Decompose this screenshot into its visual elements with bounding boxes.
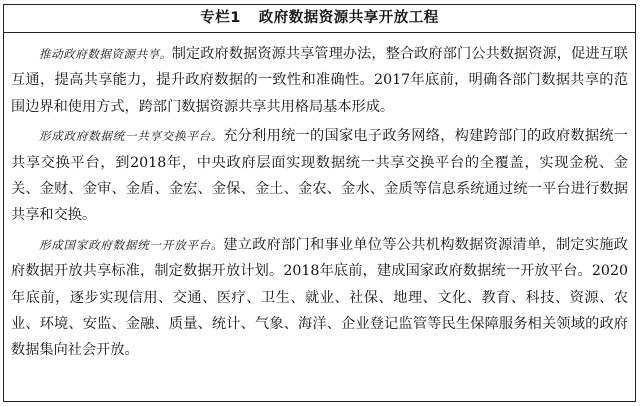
paragraph-exchange-platform xyxy=(11,123,628,229)
column-title xyxy=(4,5,635,33)
paragraph-body: 充分利用统一的国家电子政务网络，构建跨部门的政府数据统一共享交换平台，到2018年，中央政府层面实现数据统一共享交换平台的全覆盖，实现金税、金关、金财、金审、金盾、金宏、金保、金土、金农、金水、金质等信息系统通过统一平台进行数据共享和交换。 xyxy=(11,128,628,224)
paragraph-lead: 推动政府数据资源共享。 xyxy=(39,47,172,61)
column-number: 专栏1 xyxy=(200,10,241,26)
paragraph-data-sharing xyxy=(11,41,628,120)
paragraph-lead: 形成政府数据统一共享交换平台。 xyxy=(39,129,224,144)
column-box xyxy=(3,4,636,402)
paragraph-body: 建立政府部门和事业单位等公共机构数据资源清单，制定实施政府数据开放共享标准，制定数据开放计划。2018年底前，建成国家政府数据统一开放平台。2020年底前，逐步实现信用、交通、医疗、卫生、就业、社保、地理、文化、教育、科技、资源、农业、环境、安监、金融、质量、统计、气象、海洋、企业登记监管等民生保障服务相关领域的政府数据集向社会开放。 xyxy=(11,236,628,359)
column-content xyxy=(4,33,635,364)
column-title-text: 政府数据资源共享开放工程 xyxy=(258,10,439,26)
paragraph-open-platform xyxy=(11,232,628,364)
paragraph-lead: 形成国家政府数据统一开放平台。 xyxy=(39,237,224,252)
paragraph-body: 制定政府数据资源共享管理办法，整合政府部门公共数据资源，促进互联互通，提高共享能力，提升政府数据的一致性和准确性。2017年底前，明确各部门数据共享的范围边界和使用方式，跨部门数据资源共享共用格局基本形成。 xyxy=(11,46,628,115)
